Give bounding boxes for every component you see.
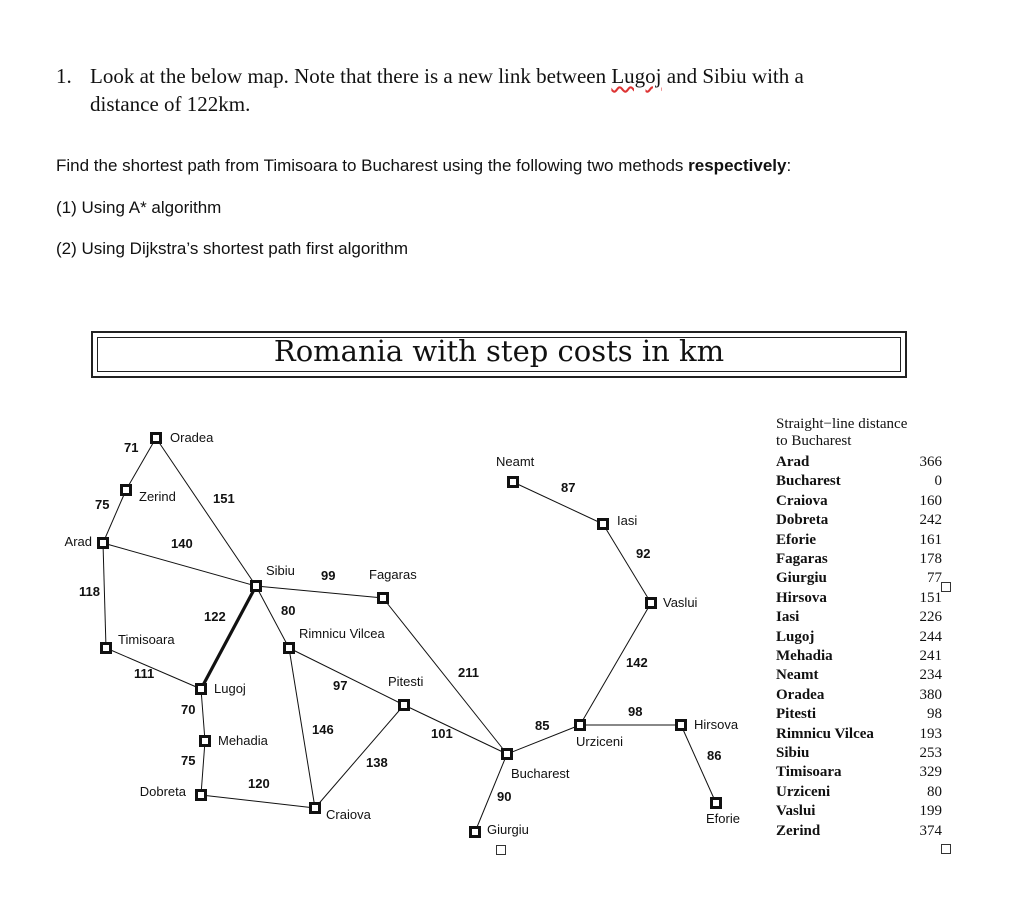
method-2: (2) Using Dijkstra’s shortest path first algorithm xyxy=(56,239,409,258)
sld-city: Mehadia xyxy=(776,648,833,664)
city-label-lugoj: Lugoj xyxy=(214,681,246,696)
road-cost-label: 97 xyxy=(333,678,348,693)
city-label-oradea: Oradea xyxy=(170,430,214,445)
sld-city: Hirsova xyxy=(776,589,827,606)
road-cost-label: 118 xyxy=(79,584,100,599)
city-label-sibiu: Sibiu xyxy=(266,563,295,578)
city-node-inner xyxy=(380,595,386,601)
road-lugoj-mehadia xyxy=(201,689,205,741)
sld-city: Lugoj xyxy=(776,628,815,645)
sld-row xyxy=(776,512,942,531)
city-label-giurgiu: Giurgiu xyxy=(487,822,529,837)
road-cost-label: 98 xyxy=(628,704,643,719)
sld-distance: 0 xyxy=(934,473,942,490)
road-cost-label: 211 xyxy=(458,665,479,680)
sld-distance: 199 xyxy=(919,803,942,820)
road-craiova-pitesti xyxy=(315,705,404,808)
city-node-inner xyxy=(504,751,510,757)
question-line2: distance of 122km. xyxy=(90,92,251,116)
sld-city: Rimnicu Vilcea xyxy=(776,725,874,742)
sld-distance: 178 xyxy=(919,551,942,567)
sld-table xyxy=(776,416,976,839)
sld-city: Fagaras xyxy=(776,551,828,567)
city-label-timisoara: Timisoara xyxy=(118,632,175,647)
city-node-inner xyxy=(312,805,318,811)
checkbox-marker xyxy=(496,845,506,855)
road-mehadia-dobreta xyxy=(201,741,205,795)
city-node-inner xyxy=(713,800,719,806)
sld-row xyxy=(776,532,942,551)
road-pitesti-bucharest xyxy=(404,705,507,754)
city-label-mehadia: Mehadia xyxy=(218,733,268,748)
sld-row xyxy=(776,667,942,686)
road-cost-label: 122 xyxy=(204,609,226,624)
sld-heading-2: to Bucharest xyxy=(776,433,852,449)
question-number: 1. xyxy=(56,64,72,88)
checkbox-marker xyxy=(941,844,951,854)
sld-distance: 77 xyxy=(927,570,942,587)
city-node-inner xyxy=(253,583,259,589)
road-oradea-sibiu xyxy=(156,438,256,586)
sld-distance: 329 xyxy=(919,764,942,781)
road-cost-label: 111 xyxy=(134,666,155,681)
city-label-neamt: Neamt xyxy=(496,454,535,469)
road-iasi-neamt xyxy=(513,482,603,524)
road-cost-label: 71 xyxy=(124,440,139,455)
sld-distance: 244 xyxy=(919,628,942,645)
city-node-inner xyxy=(401,702,407,708)
road-lugoj-sibiu xyxy=(201,586,256,689)
sld-city: Arad xyxy=(776,454,810,470)
sld-row xyxy=(776,551,942,570)
city-label-eforie: Eforie xyxy=(706,811,740,826)
task-prompt-bold: respectively xyxy=(688,156,787,175)
road-cost-label: 80 xyxy=(281,603,296,618)
road-cost-label: 146 xyxy=(312,722,334,737)
city-label-dobreta: Dobreta xyxy=(139,784,186,799)
sld-row xyxy=(776,784,942,803)
city-label-hirsova: Hirsova xyxy=(694,717,739,732)
sld-row xyxy=(776,745,942,764)
task-prompt-a: Find the shortest path from Timisoara to Bucharest using the following two methods xyxy=(56,156,689,175)
road-cost-label: 138 xyxy=(366,755,388,770)
sld-city: Dobreta xyxy=(776,512,829,529)
sld-city: Craiova xyxy=(776,492,828,509)
sld-row xyxy=(776,473,942,492)
city-label-rimnicu-vilcea: Rimnicu Vilcea xyxy=(299,626,385,641)
sld-city: Zerind xyxy=(776,822,821,839)
task-prompt-b: : xyxy=(786,156,792,175)
road-cost-label: 87 xyxy=(561,480,576,495)
sld-row xyxy=(776,823,942,842)
road-dobreta-craiova xyxy=(201,795,315,808)
road-vaslui-iasi xyxy=(603,524,651,603)
sld-distance: 374 xyxy=(919,822,942,839)
checkbox-marker xyxy=(941,582,951,592)
city-label-iasi: Iasi xyxy=(617,513,638,528)
sld-distance: 253 xyxy=(919,745,942,761)
question-line1-b: and Sibiu with a xyxy=(661,64,804,88)
sld-row xyxy=(776,493,942,512)
sld-city: Giurgiu xyxy=(776,570,827,587)
road-cost-label: 75 xyxy=(95,497,110,512)
sld-city: Urziceni xyxy=(776,783,831,800)
road-cost-label: 90 xyxy=(497,789,512,804)
sld-distance: 161 xyxy=(919,531,942,548)
sld-city: Vaslui xyxy=(776,803,816,820)
sld-row xyxy=(776,648,942,667)
sld-distance: 242 xyxy=(919,512,942,529)
sld-row xyxy=(776,570,942,589)
road-cost-label: 140 xyxy=(171,536,193,551)
city-label-zerind: Zerind xyxy=(139,489,176,504)
sld-row xyxy=(776,629,942,648)
sld-city: Iasi xyxy=(776,609,800,626)
city-node-inner xyxy=(103,645,109,651)
city-node-inner xyxy=(153,435,159,441)
city-label-craiova: Craiova xyxy=(326,807,371,822)
sld-row xyxy=(776,609,942,628)
sld-distance: 366 xyxy=(919,454,942,470)
city-node-inner xyxy=(198,792,204,798)
road-rimnicu-vilcea-pitesti xyxy=(289,648,404,705)
city-label-urziceni: Urziceni xyxy=(576,734,623,749)
road-cost-label: 120 xyxy=(248,776,270,791)
sld-city: Neamt xyxy=(776,667,819,684)
city-label-vaslui: Vaslui xyxy=(663,595,698,610)
city-node-inner xyxy=(510,479,516,485)
city-node-inner xyxy=(286,645,292,651)
sld-city: Timisoara xyxy=(776,764,842,781)
city-label-fagaras: Fagaras xyxy=(369,567,417,582)
sld-distance: 193 xyxy=(919,725,942,742)
sld-row xyxy=(776,687,942,706)
sld-city: Bucharest xyxy=(776,473,841,490)
city-node-inner xyxy=(100,540,106,546)
sld-row xyxy=(776,764,942,783)
method-1: (1) Using A* algorithm xyxy=(56,198,222,217)
road-cost-label: 92 xyxy=(636,546,651,561)
road-cost-label: 75 xyxy=(181,753,196,768)
road-hirsova-eforie xyxy=(681,725,716,803)
sld-distance: 151 xyxy=(919,589,942,606)
sld-distance: 226 xyxy=(919,609,942,626)
road-cost-label: 151 xyxy=(213,491,235,506)
city-node-inner xyxy=(678,722,684,728)
sld-distance: 241 xyxy=(919,648,942,664)
road-cost-label: 86 xyxy=(707,748,722,763)
road-arad-timisoara xyxy=(103,543,106,648)
question-line1-city: Lugoj xyxy=(611,64,662,88)
city-node-inner xyxy=(123,487,129,493)
road-cost-label: 70 xyxy=(181,702,196,717)
city-node-inner xyxy=(472,829,478,835)
sld-row xyxy=(776,803,942,822)
sld-row xyxy=(776,726,942,745)
sld-distance: 80 xyxy=(927,783,942,800)
road-cost-label: 85 xyxy=(535,718,550,733)
city-label-arad: Arad xyxy=(64,534,92,549)
city-node-inner xyxy=(577,722,583,728)
sld-row xyxy=(776,590,942,609)
road-cost-label: 101 xyxy=(431,726,453,741)
question-line1-a: Look at the below map. Note that there is a new link between xyxy=(90,64,612,88)
city-node-inner xyxy=(202,738,208,744)
city-label-bucharest: Bucharest xyxy=(511,766,570,781)
road-cost-label: 142 xyxy=(626,655,648,670)
sld-distance: 160 xyxy=(919,492,942,509)
sld-distance: 98 xyxy=(927,706,942,723)
sld-row xyxy=(776,706,942,725)
city-node-inner xyxy=(600,521,606,527)
sld-heading-1: Straight−line distance xyxy=(776,416,908,432)
road-cost-label: 99 xyxy=(321,568,336,583)
city-label-pitesti: Pitesti xyxy=(388,674,424,689)
city-node-inner xyxy=(648,600,654,606)
sld-city: Pitesti xyxy=(776,706,816,723)
city-node-inner xyxy=(198,686,204,692)
sld-distance: 234 xyxy=(919,667,942,684)
map-title: Romania with step costs in km xyxy=(273,334,725,368)
sld-city: Sibiu xyxy=(776,745,810,761)
road-sibiu-fagaras xyxy=(256,586,383,598)
sld-city: Oradea xyxy=(776,686,825,703)
sld-distance: 380 xyxy=(919,686,942,703)
sld-row xyxy=(776,454,942,473)
sld-city: Eforie xyxy=(776,531,816,548)
